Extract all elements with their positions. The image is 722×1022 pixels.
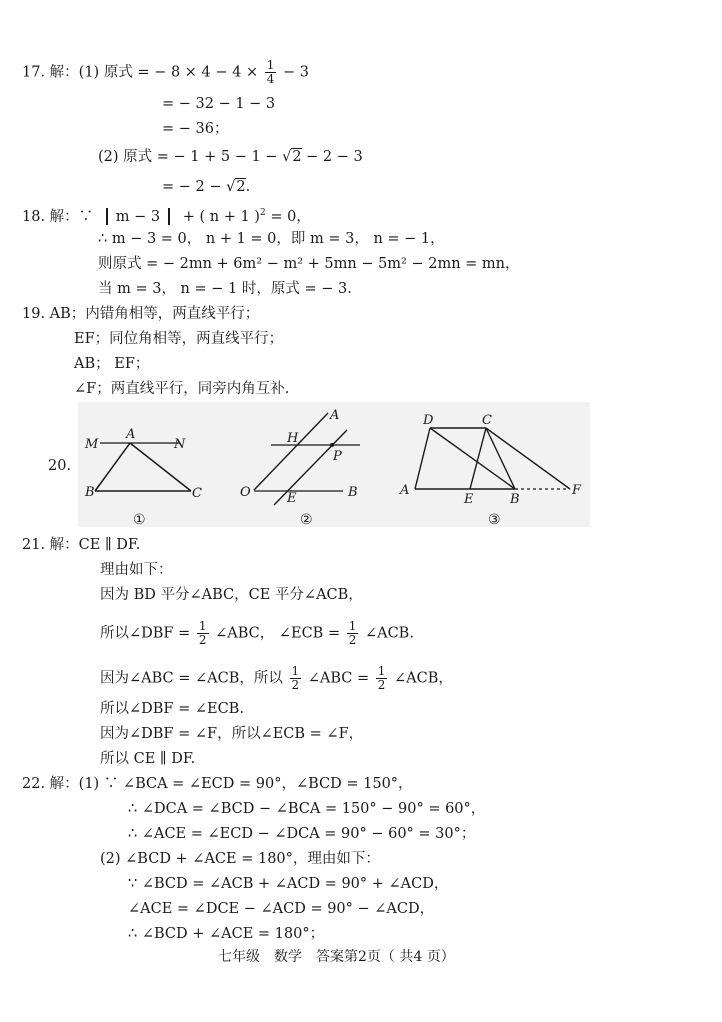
sqrt-radicand: 2 (236, 179, 246, 195)
label-d: D (423, 413, 434, 428)
figure-2 (240, 408, 360, 527)
sqrt-symbol: √ (226, 179, 236, 195)
q17-line-5 (162, 178, 250, 196)
page-footer: 七年级 数学 答案第2页（ 共4 页） (218, 949, 455, 965)
q17-line-4-text: (2) 原式 = − 1 + 5 − 1 − (98, 149, 278, 165)
label-b: B (510, 492, 520, 507)
q18-line-4: 当 m = 3， n = − 1 时，原式 = − 3. (98, 281, 352, 297)
q18-line-3: 则原式 = − 2mn + 6m² − m² + 5mn − 5m² − 2mn = mn， (98, 256, 520, 272)
q21-line-7: 因为∠DBF = ∠F，所以∠ECB = ∠F， (100, 726, 364, 742)
q18-line-1 (22, 204, 311, 226)
label-a: A (400, 483, 410, 498)
q21-line-4-text: 所以∠DBF = (100, 625, 191, 642)
q17-line-4-tail: − 2 − 3 (306, 149, 363, 165)
abs-bar-left (106, 208, 108, 225)
fraction-half: $\frac{1}{2}$ (198, 619, 207, 647)
figure-3 (399, 413, 582, 527)
q18-line-1-paren: + ( n + 1 ) (182, 208, 260, 225)
fraction-one-quarter (265, 59, 277, 86)
q17-line-5-tail: . (245, 179, 251, 195)
q22-line-5: ∵ ∠BCD = ∠ACB + ∠ACD = 90° + ∠ACD， (128, 876, 449, 892)
label-e: E (464, 492, 474, 507)
label-b: B (348, 485, 358, 500)
q22-line-1: 22. 解：(1) ∵ ∠BCA = ∠ECD = 90°，∠BCD = 150°， (22, 776, 413, 792)
segment-cb (486, 428, 515, 489)
caption-1: ① (133, 512, 146, 527)
q17-line-2: = − 32 − 1 − 3 (162, 96, 276, 112)
label-o: O (240, 485, 251, 500)
sqrt-radicand: 2 (292, 149, 302, 165)
label-p: P (333, 449, 342, 464)
q21-line-5 (100, 665, 453, 692)
q17-line-1-text: 17. 解：(1) 原式 = − 8 × 4 − 4 × (22, 64, 259, 81)
point-p (330, 443, 334, 447)
q17-line-4 (98, 148, 363, 166)
abs-content: m − 3 (115, 208, 161, 225)
q21-line-6: 所以∠DBF = ∠ECB. (100, 701, 244, 717)
label-a: A (126, 427, 136, 442)
q20-label: 20. (48, 458, 72, 474)
label-b: B (85, 485, 95, 500)
q20-figures (78, 402, 590, 527)
label-h: H (287, 431, 299, 446)
fraction-half: $\frac{1}{2}$ (377, 664, 386, 692)
abs-bar-right (168, 208, 170, 225)
q21-line-4-mid: ∠ABC， ∠ECB = (215, 625, 341, 642)
q21-line-3: 因为 BD 平分∠ABC，CE 平分∠ACB， (100, 587, 363, 603)
q21-line-4 (100, 620, 414, 647)
q19-line-4: ∠F；两直线平行，同旁内角互补. (74, 381, 290, 397)
q22-line-2: ∴ ∠DCA = ∠BCD − ∠BCA = 150° − 90° = 60°， (128, 801, 486, 817)
segment-ab (95, 443, 130, 491)
q22-line-3: ∴ ∠ACE = ∠ECD − ∠DCA = 90° − 60° = 30°； (128, 826, 476, 842)
segment-da (415, 428, 430, 489)
label-a: A (330, 408, 340, 423)
fraction-denominator: 4 (266, 72, 275, 86)
label-m: M (85, 437, 99, 452)
line-oa (254, 413, 328, 490)
q21-line-1: 21. 解：CE ∥ DF. (22, 537, 141, 553)
figure-1 (84, 427, 202, 527)
q18-line-2: ∴ m − 3 = 0， n + 1 = 0，即 m = 3， n = − 1， (98, 231, 445, 247)
q21-line-5-tail: ∠ACB， (394, 670, 453, 687)
fraction-numerator: 1 (266, 58, 275, 72)
q21-line-2: 理由如下： (100, 562, 173, 578)
caption-2: ② (300, 512, 313, 527)
q21-line-8: 所以 CE ∥ DF. (100, 751, 196, 767)
q21-line-5-mid: ∠ABC = (307, 670, 370, 687)
label-f: F (572, 483, 582, 498)
fraction-half: $\frac{1}{2}$ (291, 664, 300, 692)
fraction-half: $\frac{1}{2}$ (348, 619, 357, 647)
q17-line-1-tail: − 3 (282, 64, 309, 81)
label-c: C (482, 413, 492, 428)
sqrt-symbol: √ (282, 149, 292, 165)
q19-line-1: 19. AB；内错角相等，两直线平行； (22, 306, 260, 322)
q22-line-4: (2) ∠BCD + ∠ACE = 180°，理由如下： (100, 851, 380, 867)
q20-figures-svg (78, 402, 590, 527)
q22-line-6: ∠ACE = ∠DCE − ∠ACD = 90° − ∠ACD， (128, 901, 435, 917)
segment-cf (486, 428, 570, 489)
q21-line-4-tail: ∠ACB. (364, 625, 414, 642)
label-n: N (174, 437, 186, 452)
label-c: C (192, 486, 202, 501)
q18-line-1-text: 18. 解：∵ (22, 208, 94, 225)
q19-line-2: EF；同位角相等，两直线平行； (74, 331, 284, 347)
q17-line-1 (22, 59, 309, 86)
q17-line-3: = − 36； (162, 121, 229, 137)
line-ep (274, 430, 347, 505)
q22-line-7: ∴ ∠BCD + ∠ACE = 180°； (128, 926, 325, 942)
q21-line-5-text: 因为∠ABC = ∠ACB，所以 (100, 670, 283, 687)
caption-3: ③ (488, 512, 501, 527)
q17-line-5-text: = − 2 − (162, 179, 222, 195)
label-e: E (287, 491, 297, 506)
q19-line-3: AB； EF； (74, 356, 150, 372)
exponent: 2 (259, 208, 266, 218)
q18-line-1-tail: = 0， (270, 208, 311, 225)
